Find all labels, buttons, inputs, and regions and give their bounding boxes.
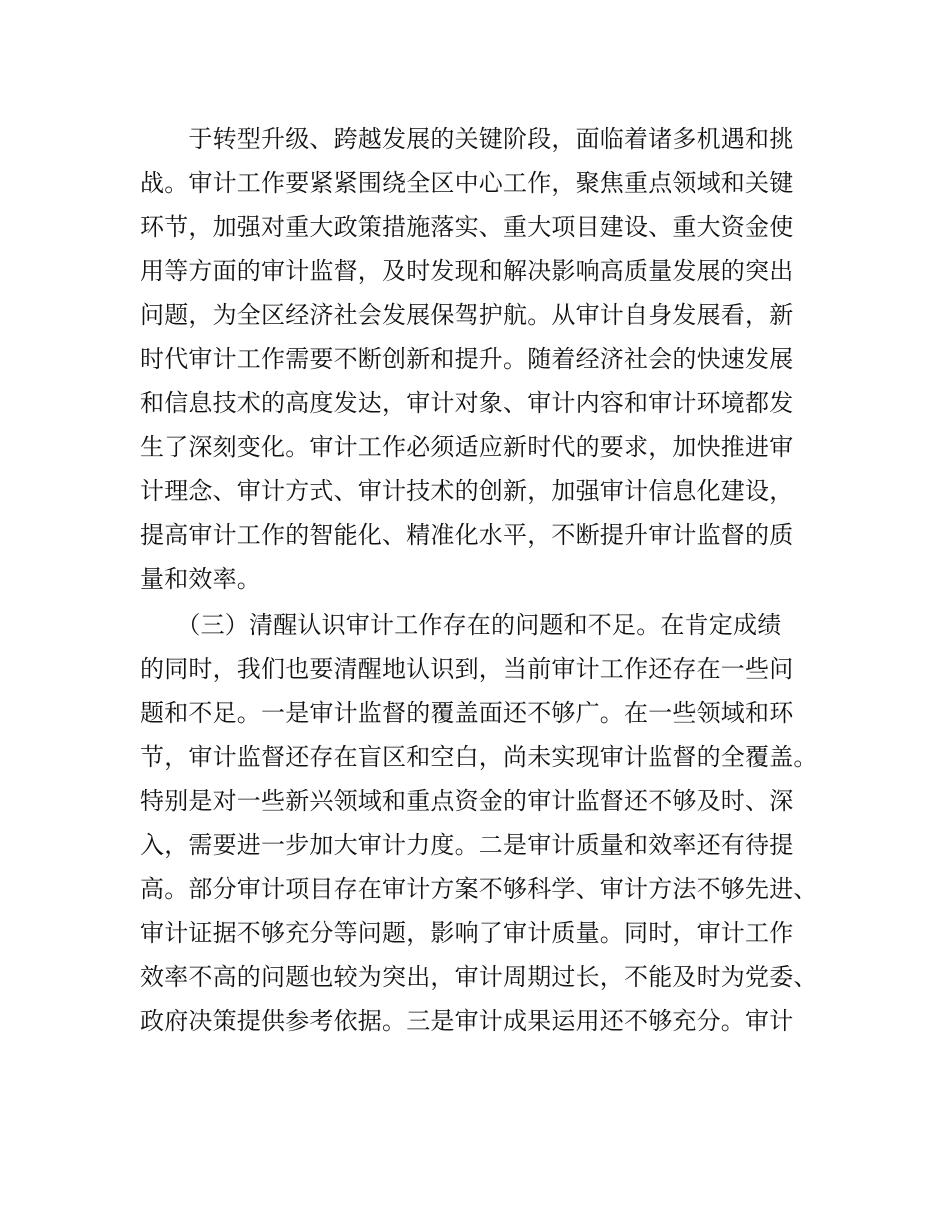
text-line: 战。审计工作要紧紧围绕全区中心工作，聚焦重点领域和关键 — [140, 169, 794, 197]
text-line: 环节，加强对重大政策措施落实、重大项目建设、重大资金使 — [140, 213, 794, 241]
text-line: 节，审计监督还存在盲区和空白，尚未实现审计监督的全覆盖。 — [140, 743, 818, 771]
paragraph-2 — [140, 603, 820, 1043]
text-line: 于转型升级、跨越发展的关键阶段，面临着诸多机遇和挑 — [140, 125, 794, 153]
text-line: （三）清醒认识审计工作存在的问题和不足。在肯定成绩 — [140, 611, 782, 639]
text-line: 问题，为全区经济社会发展保驾护航。从审计自身发展看，新 — [140, 301, 794, 329]
paragraph-1 — [140, 117, 820, 601]
text-line: 生了深刻变化。审计工作必须适应新时代的要求，加快推进审 — [140, 433, 794, 461]
text-line: 提高审计工作的智能化、精准化水平，不断提升审计监督的质 — [140, 521, 794, 549]
text-line: 和信息技术的高度发达，审计对象、审计内容和审计环境都发 — [140, 389, 794, 417]
text-line: 特别是对一些新兴领域和重点资金的审计监督还不够及时、深 — [140, 787, 794, 815]
text-line: 高。部分审计项目存在审计方案不够科学、审计方法不够先进、 — [140, 875, 818, 903]
text-line: 计理念、审计方式、审计技术的创新，加强审计信息化建设， — [140, 477, 794, 505]
text-line: 用等方面的审计监督，及时发现和解决影响高质量发展的突出 — [140, 257, 794, 285]
text-line: 入，需要进一步加大审计力度。二是审计质量和效率还有待提 — [140, 831, 794, 859]
text-line: 时代审计工作需要不断创新和提升。随着经济社会的快速发展 — [140, 345, 794, 373]
text-line: 政府决策提供参考依据。三是审计成果运用还不够充分。审计 — [140, 1007, 794, 1035]
text-line: 的同时，我们也要清醒地认识到，当前审计工作还存在一些问 — [140, 655, 794, 683]
text-line: 题和不足。一是审计监督的覆盖面还不够广。在一些领域和环 — [140, 699, 794, 727]
text-line: 效率不高的问题也较为突出，审计周期过长，不能及时为党委、 — [140, 963, 818, 991]
text-line: 量和效率。 — [140, 565, 261, 593]
text-line: 审计证据不够充分等问题，影响了审计质量。同时，审计工作 — [140, 919, 794, 947]
